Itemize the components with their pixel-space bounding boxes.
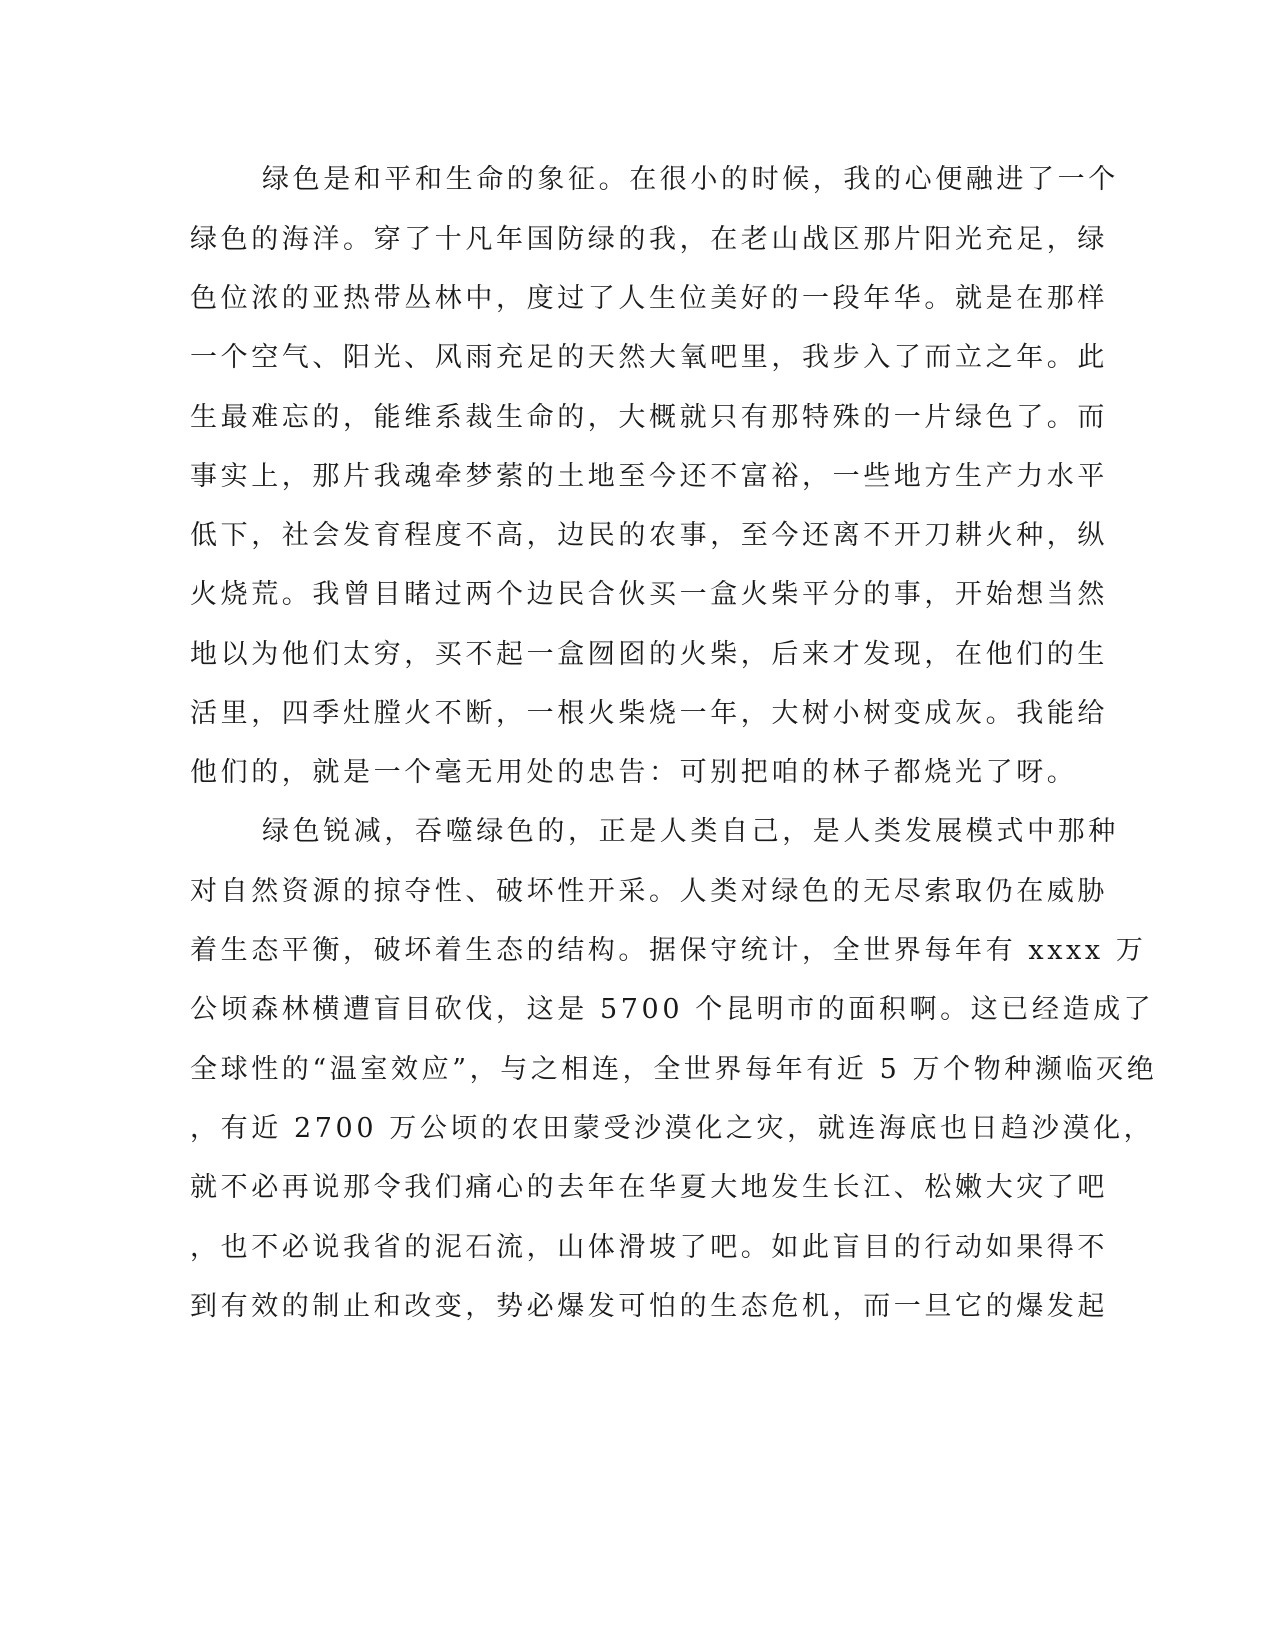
text-line: ，有近 2700 万公顷的农田蒙受沙漠化之灾，就连海底也日趋沙漠化， [190,1113,1155,1144]
text-line: 活里，四季灶膛火不断，一根火柴烧一年，大树小树变成灰。我能给 [190,698,1108,729]
text-line: 色位浓的亚热带丛林中，度过了人生位美好的一段年华。就是在那样 [190,283,1108,314]
text-line: 着生态平衡，破坏着生态的结构。据保守统计，全世界每年有 xxxx 万 [190,935,1147,966]
text-line: 低下，社会发育程度不高，边民的农事，至今还离不开刀耕火种，纵 [190,520,1108,551]
text-line: 火烧荒。我曾目睹过两个边民合伙买一盒火柴平分的事，开始想当然 [190,579,1108,610]
text-line: 就不必再说那令我们痛心的去年在华夏大地发生长江、松嫩大灾了吧 [190,1172,1108,1203]
text-line: 绿色的海洋。穿了十凡年国防绿的我，在老山战区那片阳光充足，绿 [190,224,1108,255]
text-line: 到有效的制止和改变，势必爆发可怕的生态危机，而一旦它的爆发起 [190,1291,1108,1322]
text-line: 他们的，就是一个毫无用处的忠告：可别把咱的林子都烧光了呀。 [190,757,1078,788]
text-line: 事实上，那片我魂牵梦萦的土地至今还不富裕，一些地方生产力水平 [190,461,1108,492]
text-line: ，也不必说我省的泥石流，山体滑坡了吧。如此盲目的行动如果得不 [190,1232,1108,1263]
text-line: 一个空气、阳光、风雨充足的天然大氧吧里，我步入了而立之年。此 [190,342,1108,373]
text-line: 地以为他们太穷，买不起一盒囫囵的火柴，后来才发现，在他们的生 [190,639,1108,670]
text-line: 绿色锐减，吞噬绿色的，正是人类自己，是人类发展模式中那种 [262,816,1119,847]
text-line: 绿色是和平和生命的象征。在很小的时候，我的心便融进了一个 [262,164,1119,195]
text-line: 对自然资源的掠夺性、破坏性开采。人类对绿色的无尽索取仍在威胁 [190,876,1108,907]
text-line: 全球性的“温室效应”，与之相连，全世界每年有近 5 万个物种濒临灭绝 [190,1054,1158,1085]
text-line: 生最难忘的，能维系裁生命的，大概就只有那特殊的一片绿色了。而 [190,402,1108,433]
text-line: 公顷森林横遭盲目砍伐，这是 5700 个昆明市的面积啊。这已经造成了 [190,994,1155,1025]
